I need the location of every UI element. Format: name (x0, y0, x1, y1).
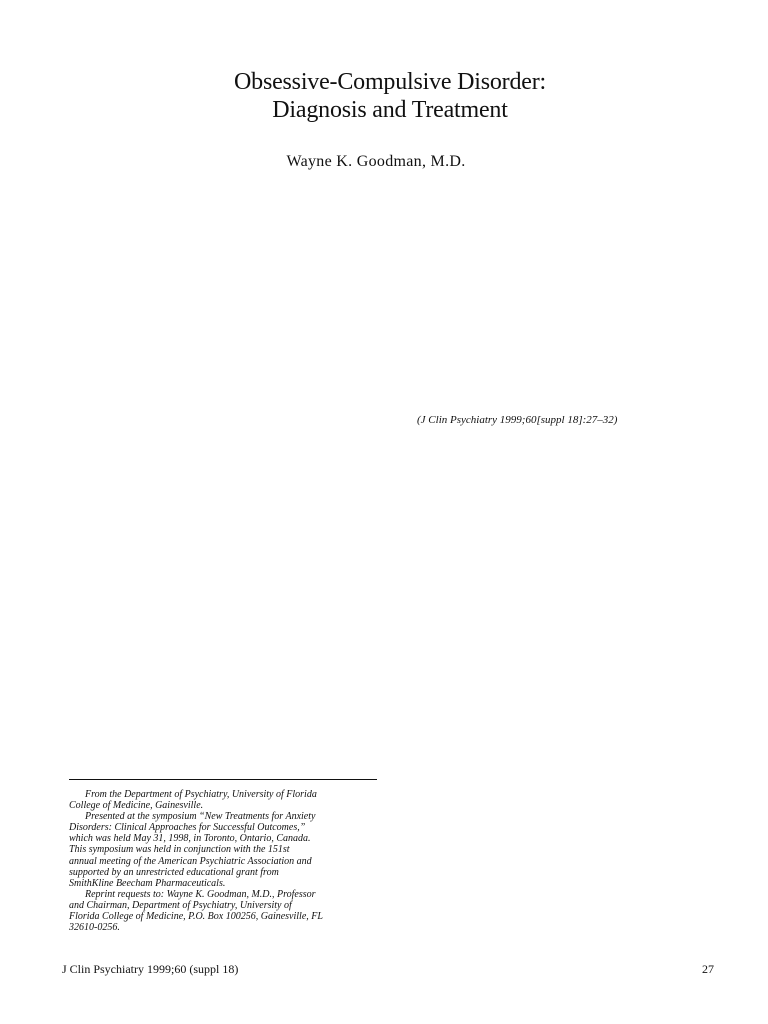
page-number: 27 (702, 962, 714, 976)
footnote-presentation-line: Disorders: Clinical Approaches for Successful Outcomes,” (69, 822, 306, 834)
footnote-presentation-line: supported by an unrestricted educational grant from (69, 866, 279, 878)
footnote-presentation-line: Presented at the symposium “New Treatments for Anxiety (85, 811, 316, 823)
footnote-affiliation-line: College of Medicine, Gainesville. (69, 800, 204, 812)
article-author: Wayne K. Goodman, M.D. (286, 153, 466, 170)
footnote-divider (69, 779, 377, 780)
footnote-presentation-line: annual meeting of the American Psychiatric Association and (69, 855, 312, 867)
footnote-affiliation-line: From the Department of Psychiatry, University of Florida (85, 789, 317, 800)
footnote-reprint-line: Reprint requests to: Wayne K. Goodman, M.D., Professor (85, 888, 316, 900)
article-citation: (J Clin Psychiatry 1999;60[suppl 18]:27–32) (417, 414, 618, 426)
article-title (0, 68, 768, 124)
footnote-presentation-line: This symposium was held in conjunction with the 151st (69, 844, 290, 856)
footnote-presentation-line: SmithKline Beecham Pharmaceuticals. (69, 877, 226, 889)
running-footer-journal: J Clin Psychiatry 1999;60 (suppl 18) (62, 962, 239, 976)
footnotes (69, 789, 379, 933)
footnote-reprint-line: 32610-0256. (69, 922, 120, 934)
footnote-reprint-line: and Chairman, Department of Psychiatry, University of (69, 899, 292, 911)
footnote-presentation-line: which was held May 31, 1998, in Toronto, Ontario, Canada. (69, 833, 311, 845)
footnote-reprint-line: Florida College of Medicine, P.O. Box 100256, Gainesville, FL (69, 911, 323, 923)
article-title-line-1: Obsessive-Compulsive Disorder: (234, 69, 546, 95)
article-title-line-2: Diagnosis and Treatment (272, 97, 508, 123)
